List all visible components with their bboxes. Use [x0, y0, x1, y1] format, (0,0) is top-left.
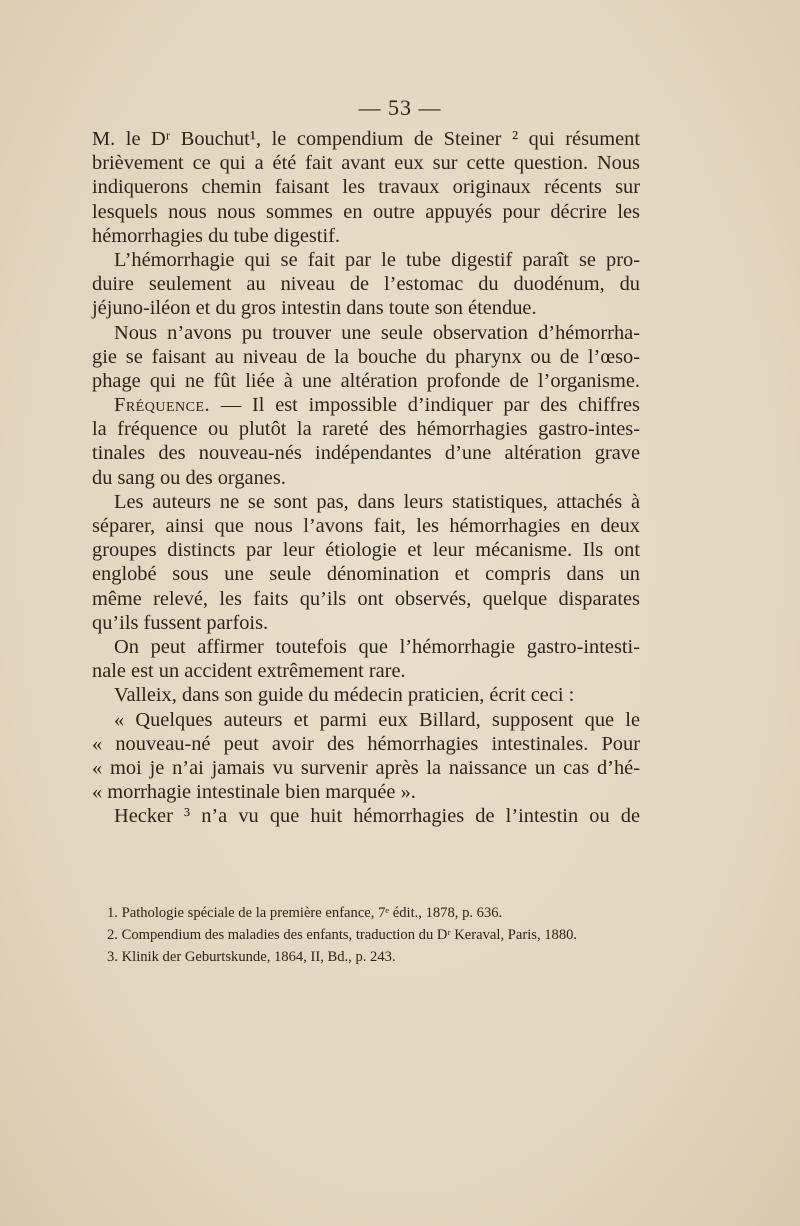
text-line: séparer, ainsi que nous l’avons fait, les hémorrhagies en deux — [92, 515, 640, 537]
body-text — [92, 127, 640, 828]
text-line: « nouveau-né peut avoir des hémorrhagies intestinales. Pour — [92, 732, 640, 755]
text-line: la fréquence ou plutôt la rareté des hémorrhagies gastro-intes- — [92, 418, 640, 441]
footnote: 3. Klinik der Geburtskunde, 1864, II, Bd., p. 243. — [107, 949, 396, 965]
text-line: hémorrhagies du tube digestif. — [92, 224, 341, 247]
text-line: même relevé, les faits qu’ils ont observés, quelque disparates — [92, 587, 640, 610]
text-line: L’hémorrhagie qui se fait par le tube digestif paraît se pro- — [114, 248, 640, 271]
text-line: gie se faisant au niveau de la bouche du pharynx ou de l’œso- — [92, 345, 640, 368]
text-line: « moi je n’ai jamais vu survenir après la naissance un cas d’hé- — [92, 756, 640, 779]
text-line: nale est un accident extrêmement rare. — [92, 660, 406, 683]
footnote: 1. Pathologie spéciale de la première enfance, 7ᵉ édit., 1878, p. 636. — [107, 905, 503, 921]
text-line: Les auteurs ne se sont pas, dans leurs statistiques, attachés à — [114, 490, 640, 513]
text-line: M. le Dʳ Bouchut¹, le compendium de Steiner ² qui résument — [92, 128, 640, 150]
text-line: Fréquence. — Il est impossible d’indiquer par des chiffres — [114, 394, 640, 417]
text-line: indiquerons chemin faisant les travaux originaux récents sur — [92, 176, 640, 199]
text-line: jéjuno-iléon et du gros intestin dans toute son étendue. — [92, 297, 537, 320]
section-heading: Fréquence. — [114, 394, 211, 417]
text-line: Valleix, dans son guide du médecin praticien, écrit ceci : — [114, 684, 575, 707]
text-line: lesquels nous nous sommes en outre appuyés pour décrire les — [92, 200, 640, 223]
text-line: « morrhagie intestinale bien marquée ». — [92, 781, 416, 804]
text-line: Hecker ³ n’a vu que huit hémorrhagies de l’intestin ou de — [114, 805, 640, 828]
text-line: englobé sous une seule dénomination et compris dans un — [92, 563, 640, 586]
footnote: 2. Compendium des maladies des enfants, traduction du Dʳ Keraval, Paris, 1880. — [107, 927, 578, 943]
text-line: qu’ils fussent parfois. — [92, 611, 269, 634]
text-line: tinales des nouveau-nés indépendantes d’une altération grave — [92, 442, 640, 465]
text-line: On peut affirmer toutefois que l’hémorrhagie gastro-intesti- — [114, 635, 640, 658]
footnotes — [107, 902, 640, 968]
text-line: duire seulement au niveau de l’estomac du duodénum, du — [92, 273, 640, 296]
text-line: groupes distincts par leur étiologie et leur mécanisme. Ils ont — [92, 539, 640, 562]
text-line: phage qui ne fût liée à une altération profonde de l’organisme. — [92, 369, 640, 392]
text-line: Nous n’avons pu trouver une seule observation d’hémorrha- — [114, 321, 640, 344]
text-line: « Quelques auteurs et parmi eux Billard, supposent que le — [114, 708, 640, 731]
page-number: — 53 — — [358, 95, 442, 120]
text-line: brièvement ce qui a été fait avant eux sur cette question. Nous — [92, 152, 640, 175]
text-line: du sang ou des organes. — [92, 466, 286, 489]
